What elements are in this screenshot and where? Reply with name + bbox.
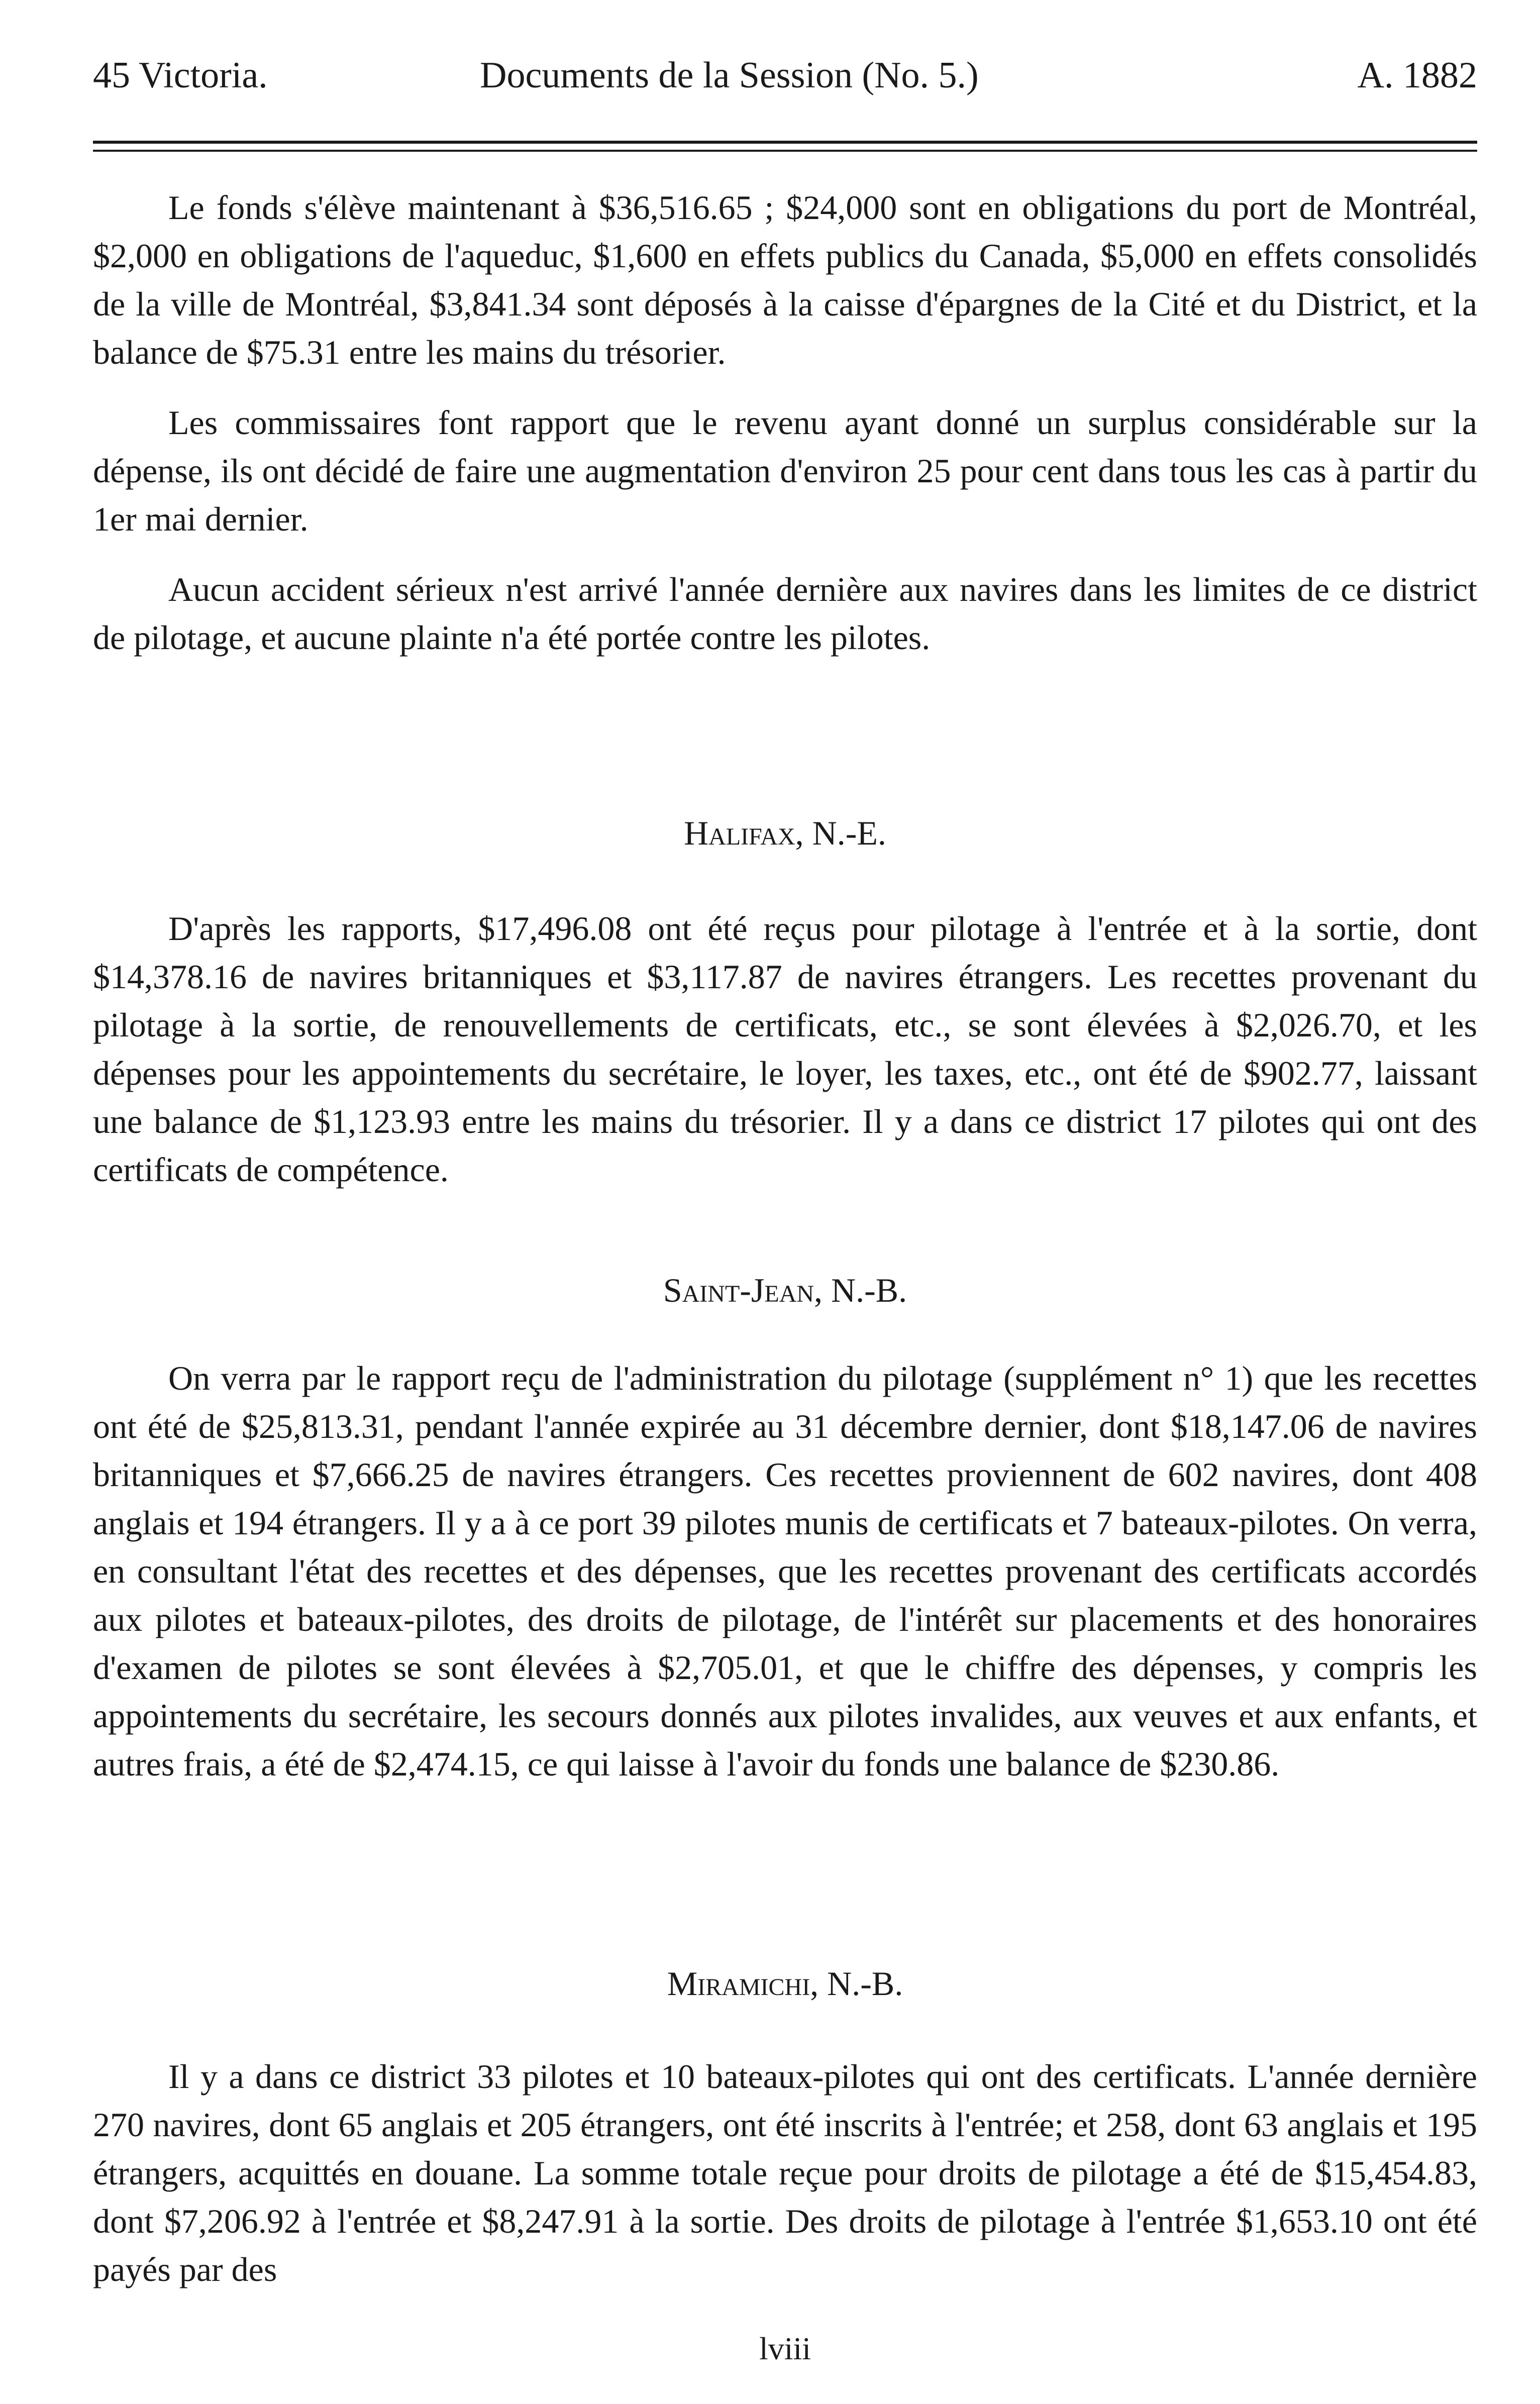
header-title: Documents de la Session (No. 5.) — [480, 55, 979, 96]
header-year: A. 1882 — [1357, 55, 1477, 96]
saint-jean-block — [93, 1354, 1477, 1788]
paragraph-fund: Le fonds s'élève maintenant à $36,516.65 ; $24,000 sont en obligations du port de Montréal, $2,000 en obligations de l'aqueduc, $1,600 en effets publics du Canada, $5,000 en effets consolidés de la ville de Montréal, $3,841.34 sont déposés à la caisse d'épargnes de la Cité et du District, et la balance de $75.31 entre les mains du trésorier. — [93, 188, 1477, 371]
miramichi-block — [93, 2052, 1477, 2293]
montreal-block — [93, 183, 1477, 662]
paragraph-miramichi: Il y a dans ce district 33 pilotes et 10 bateaux-pilotes qui ont des certificats. L'année dernière 270 navires, dont 65 anglais et 205 étrangers, ont été inscrits à l'entrée; et 258, dont 63 anglais et 195 étrangers, acquittés en douane. La somme totale reçue pour droits de pilotage a été de $15,454.83, dont $7,206.92 à l'entrée et $8,247.91 à la sortie. Des droits de pilotage à l'entrée $1,653.10 ont été payés par des — [93, 2057, 1477, 2288]
running-header — [93, 48, 1477, 103]
paragraph-commissioners: Les commissaires font rapport que le revenu ayant donné un surplus considérable sur la dépense, ils ont décidé de faire une augmentation d'environ 25 pour cent dans tous les cas à partir du 1er mai dernier. — [93, 403, 1477, 538]
page-folio: lviii — [759, 2331, 811, 2366]
paragraph-saint-jean: On verra par le rapport reçu de l'administration du pilotage (supplément n° 1) que les recettes ont été de $25,813.31, pendant l'année expirée au 31 décembre dernier, dont $18,147.06 de navires britanniques et $7,666.25 de navires étrangers. Ces recettes proviennent de 602 navires, dont 408 anglais et 194 étrangers. Il y a à ce port 39 pilotes munis de certificats et 7 bateaux-pilotes. On verra, en consultant l'état des recettes et des dépenses, que les recettes provenant des certificats accordés aux pilotes et bateaux-pilotes, des droits de pilotage, de l'intérêt sur placements et des honoraires d'examen de pilotes se sont élevées à $2,705.01, et que le chiffre des dépenses, y compris les appointements du secrétaire, les secours donnés aux pilotes invalides, aux veuves et aux enfants, et autres frais, a été de $2,474.15, ce qui laisse à l'avoir du fonds une balance de $230.86. — [93, 1359, 1477, 1783]
paragraph-halifax: D'après les rapports, $17,496.08 ont été reçus pour pilotage à l'entrée et à la sortie, dont $14,378.16 de navires britanniques et $3,117.87 de navires étrangers. Les recettes provenant du pilotage à la sortie, de renouvellements de certificats, etc., se sont élevées à $2,026.70, et les dépenses pour les appointements du secrétaire, le loyer, les taxes, etc., ont été de $902.77, laissant une balance de $1,123.93 entre les mains du trésorier. Il y a dans ce district 17 pilotes qui ont des certificats de compétence. — [93, 909, 1477, 1189]
header-regnal-year: 45 Victoria. — [93, 55, 268, 96]
heading-miramichi: Miramichi, N.-B. — [667, 1964, 903, 2003]
heading-halifax: Halifax, N.-E. — [684, 814, 886, 852]
header-rule-thin — [93, 150, 1477, 152]
paragraph-accidents: Aucun accident sérieux n'est arrivé l'année dernière aux navires dans les limites de ce district de pilotage, et aucune plainte n'a été portée contre les pilotes. — [93, 570, 1477, 657]
halifax-block — [93, 904, 1477, 1194]
heading-saint-jean: Saint-Jean, N.-B. — [663, 1271, 907, 1309]
header-rule-thick — [93, 141, 1477, 144]
